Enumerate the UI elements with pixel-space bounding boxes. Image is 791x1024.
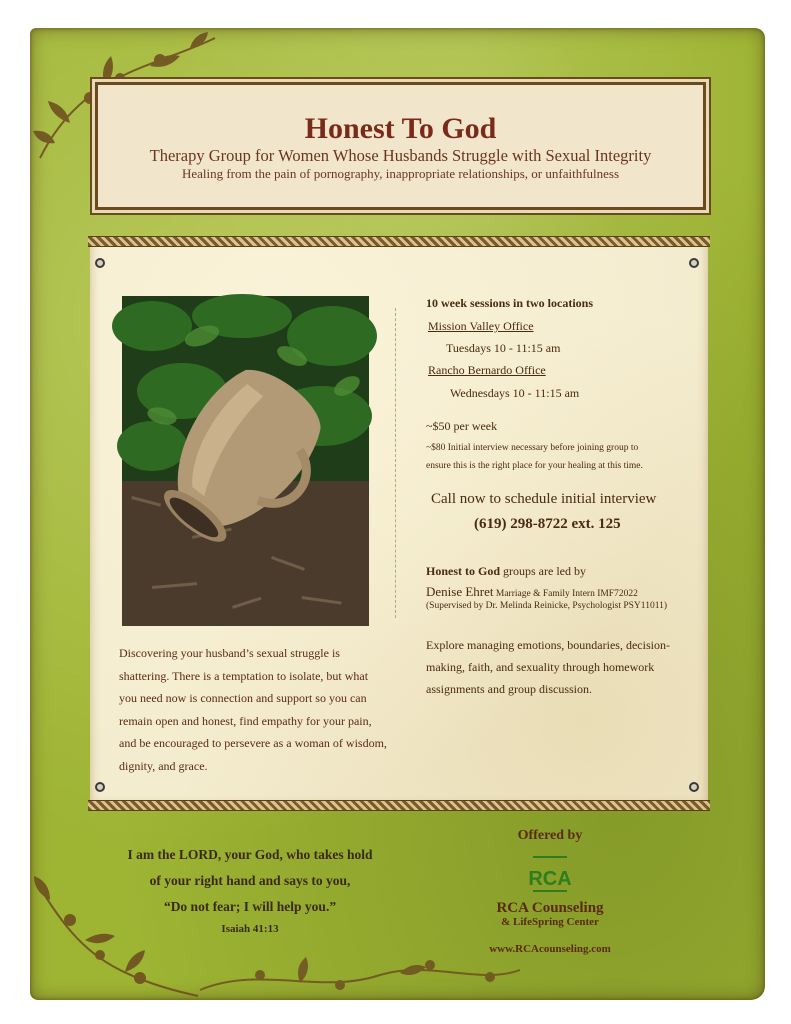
- rca-logo: [528, 854, 572, 894]
- location-mission-valley: Mission Valley Office: [428, 319, 534, 333]
- location-time-wednesday: Wednesdays 10 - 11:15 am: [450, 386, 580, 400]
- org-subtitle: & LifeSpring Center: [501, 916, 599, 928]
- title-banner: [95, 82, 706, 210]
- rope-border-bottom: [88, 800, 710, 811]
- verse-line-2: of your right hand and says to you,: [149, 873, 351, 888]
- sessions-heading: 10 week sessions in two locations: [426, 296, 594, 310]
- verse-reference: Isaiah 41:13: [221, 923, 279, 935]
- interview-note-cont: ensure this is the right place for your healing at this time.: [426, 461, 643, 471]
- program-name: Honest to God: [426, 564, 501, 578]
- scripture-verse: [95, 842, 405, 938]
- explore-paragraph: Explore managing emotions, boundaries, decision-making, faith, and sexuality through homework assignments and group discussion.: [426, 638, 670, 696]
- logo-text: RCA: [528, 868, 572, 890]
- clay-jar-photo: [122, 296, 369, 626]
- rivet-icon: [689, 782, 699, 792]
- leader-name-line: [426, 583, 638, 601]
- rivet-icon: [689, 258, 699, 268]
- rivet-icon: [95, 258, 105, 268]
- leader-name: Denise Ehret: [426, 584, 494, 599]
- sponsor-block: [460, 828, 640, 955]
- verse-line-3: “Do not fear; I will help you.”: [163, 899, 337, 914]
- supervision-note: (Supervised by Dr. Melinda Reinicke, Psychologist PSY11011): [426, 601, 668, 611]
- rivet-icon: [95, 782, 105, 792]
- offered-by-label: Offered by: [517, 828, 583, 843]
- location-time-tuesday: Tuesdays 10 - 11:15 am: [446, 341, 561, 355]
- column-divider: [395, 308, 396, 618]
- call-to-action: Call now to schedule initial interview: [431, 491, 657, 507]
- intro-paragraph: Discovering your husband’s sexual struggle is shattering. There is a temptation to isolate, but what you need now is connection and support so you can remain open and honest, find empathy for your pain, and be encouraged to persevere as a woman of wisdom, dignity, and grace.: [119, 646, 387, 773]
- location-rancho-bernardo: Rancho Bernardo Office: [428, 363, 546, 377]
- leader-credential: Marriage & Family Intern IMF72022: [493, 589, 638, 599]
- interview-note: ~$80 Initial interview necessary before joining group to: [426, 443, 639, 453]
- page-title: Honest To God: [304, 112, 497, 145]
- phone-number[interactable]: (619) 298-8722 ext. 125: [474, 516, 621, 532]
- tagline: Healing from the pain of pornography, inappropriate relationships, or unfaithfulness: [181, 166, 620, 181]
- website-link[interactable]: www.RCAcounseling.com: [489, 943, 611, 955]
- subtitle: Therapy Group for Women Whose Husbands Struggle with Sexual Integrity: [149, 146, 652, 165]
- verse-line-1: I am the LORD, your God, who takes hold: [127, 847, 373, 862]
- led-by-text: groups are led by: [500, 564, 586, 578]
- weekly-price: ~$50 per week: [426, 419, 498, 433]
- leader-line: [426, 564, 586, 579]
- rope-border-top: [88, 236, 710, 247]
- org-name: RCA Counseling: [496, 900, 604, 916]
